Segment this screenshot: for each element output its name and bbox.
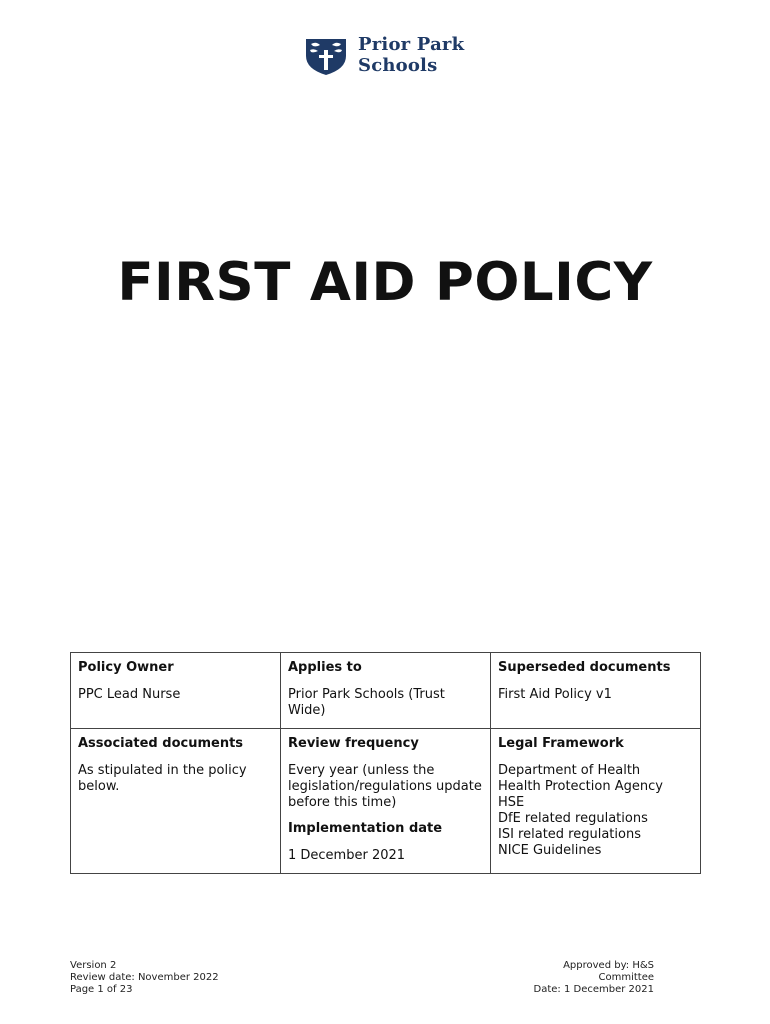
legal-framework-item: NICE Guidelines [498, 843, 602, 858]
policy-owner-cell [71, 653, 281, 729]
footer-page-number: Page 1 of 23 [70, 984, 133, 995]
policy-details-table [70, 652, 701, 874]
footer-left [70, 960, 219, 996]
policy-owner-value: PPC Lead Nurse [78, 687, 181, 702]
legal-framework-item: Department of Health [498, 763, 641, 778]
applies-to-cell [281, 653, 491, 729]
legal-framework-item: HSE [498, 795, 525, 810]
review-frequency-cell [281, 729, 491, 874]
associated-documents-value: As stipulated in the policy below. [78, 763, 247, 794]
superseded-documents-cell [491, 653, 701, 729]
policy-owner-header: Policy Owner [78, 660, 174, 675]
superseded-documents-header: Superseded documents [498, 660, 671, 675]
implementation-date-header: Implementation date [288, 821, 443, 836]
superseded-documents-value: First Aid Policy v1 [498, 687, 612, 702]
footer-approved-by: Approved by: H&S Committee [563, 960, 654, 983]
review-frequency-header: Review frequency [288, 736, 419, 751]
footer-date: Date: 1 December 2021 [533, 984, 654, 995]
associated-documents-cell [71, 729, 281, 874]
table-row [71, 653, 701, 729]
logo-wordmark [358, 34, 464, 76]
school-logo [304, 34, 474, 78]
legal-framework-cell [491, 729, 701, 874]
review-frequency-value: Every year (unless the legislation/regulations update before this time) [288, 763, 482, 810]
footer-right [510, 960, 654, 996]
school-crest-icon [304, 36, 348, 76]
legal-framework-header: Legal Framework [498, 736, 624, 751]
legal-framework-item: Health Protection Agency [498, 779, 663, 794]
legal-framework-item: DfE related regulations [498, 811, 648, 826]
logo-line-2: Schools [358, 55, 438, 76]
footer-version: Version 2 [70, 960, 117, 971]
implementation-date-value: 1 December 2021 [288, 848, 406, 863]
logo-line-1: Prior Park [358, 34, 465, 55]
associated-documents-header: Associated documents [78, 736, 244, 751]
applies-to-value: Prior Park Schools (Trust Wide) [288, 687, 445, 718]
applies-to-header: Applies to [288, 660, 362, 675]
table-row [71, 729, 701, 874]
footer-review-date: Review date: November 2022 [70, 972, 219, 983]
legal-framework-item: ISI related regulations [498, 827, 641, 842]
document-title: FIRST AID POLICY [117, 252, 653, 313]
